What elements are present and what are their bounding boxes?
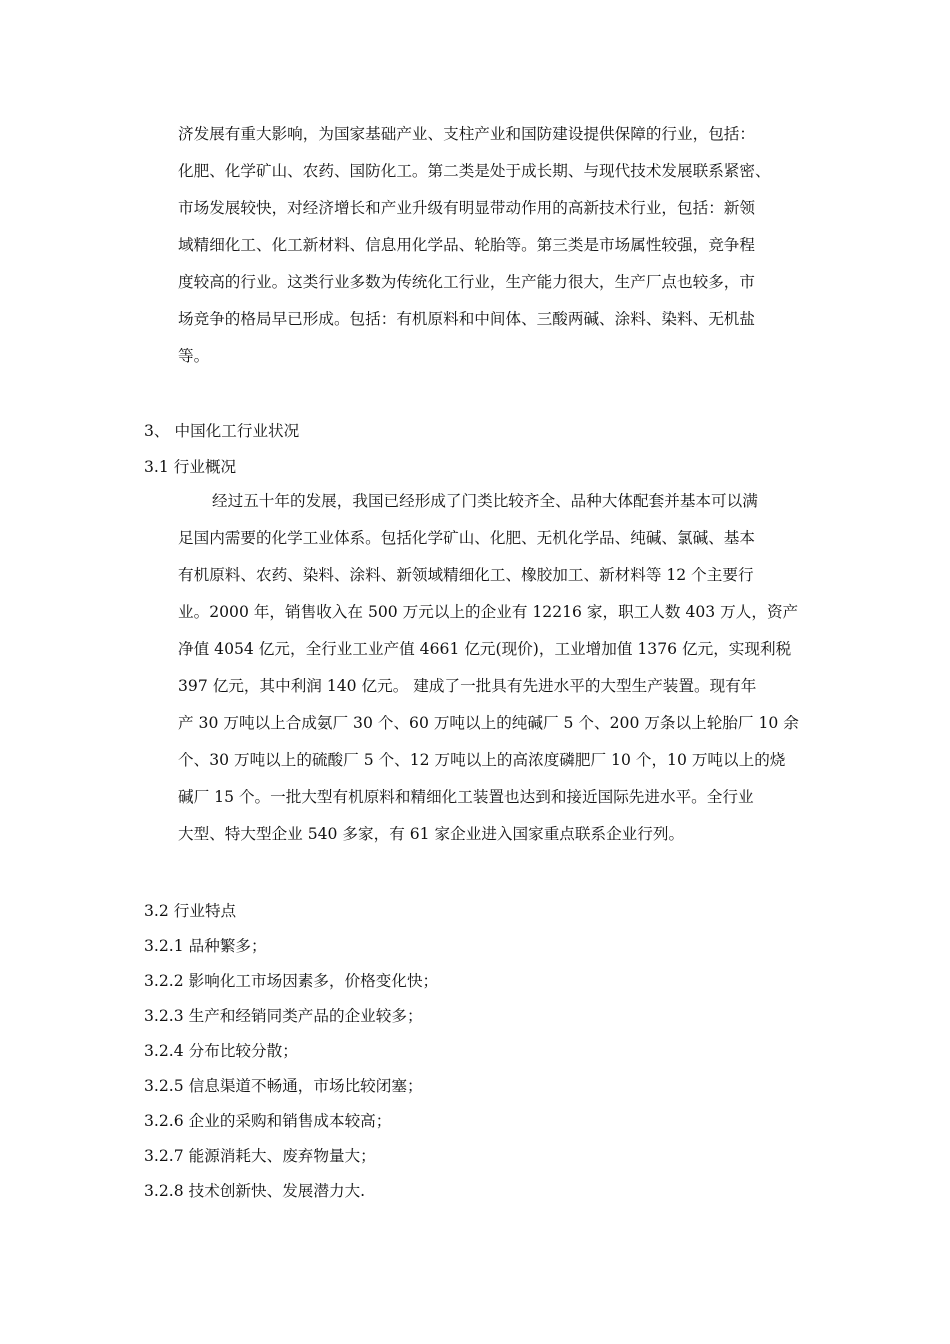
intro-line: 域精细化工、化工新材料、信息用化学品、轮胎等。第三类是市场属性较强，竞争程: [178, 236, 755, 254]
list-item: 3.2.6 企业的采购和销售成本较高；: [144, 1112, 392, 1130]
body-line: 碱厂 15 个。一批大型有机原料和精细化工装置也达到和接近国际先进水平。全行业: [178, 788, 754, 806]
body-line: 产 30 万吨以上合成氨厂 30 个、60 万吨以上的纯碱厂 5 个、200 万条以上轮胎厂 10 余: [178, 714, 799, 732]
body-line: 有机原料、农药、染料、涂料、新领域精细化工、橡胶加工、新材料等 12 个主要行: [178, 566, 754, 584]
list-item: 3.2.3 生产和经销同类产品的企业较多；: [144, 1007, 423, 1025]
body-line: 个、30 万吨以上的硫酸厂 5 个、12 万吨以上的高浓度磷肥厂 10 个，10 万吨以上的烧: [178, 751, 786, 769]
list-item: 3.2.7 能源消耗大、废弃物量大；: [144, 1147, 376, 1165]
body-line: 净值 4054 亿元，全行业工业产值 4661 亿元(现价)，工业增加值 1376 亿元，实现利税: [178, 640, 792, 658]
body-line: 业。2000 年，销售收入在 500 万元以上的企业有 12216 家，职工人数 403 万人，资产: [178, 603, 799, 621]
list-item: 3.2.8 技术创新快、发展潜力大.: [144, 1182, 366, 1200]
body-line: 397 亿元，其中利润 140 亿元。 建成了一批具有先进水平的大型生产装置。现有年: [178, 677, 757, 695]
intro-line: 等。: [178, 347, 210, 365]
list-item: 3.2.2 影响化工市场因素多，价格变化快；: [144, 972, 439, 990]
section-heading: 3、 中国化工行业状况: [144, 422, 300, 440]
intro-line: 场竞争的格局早已形成。包括：有机原料和中间体、三酸两碱、涂料、染料、无机盐: [178, 310, 755, 328]
list-item: 3.2.5 信息渠道不畅通，市场比较闭塞；: [144, 1077, 423, 1095]
intro-line: 度较高的行业。这类行业多数为传统化工行业，生产能力很大，生产厂点也较多，市: [178, 273, 755, 291]
subsection-heading: 3.1 行业概况: [144, 458, 237, 476]
list-item: 3.2.1 品种繁多；: [144, 937, 267, 955]
intro-line: 济发展有重大影响，为国家基础产业、支柱产业和国防建设提供保障的行业，包括：: [178, 125, 755, 143]
body-line: 大型、特大型企业 540 多家，有 61 家企业进入国家重点联系企业行列。: [178, 825, 685, 843]
list-item: 3.2.4 分布比较分散；: [144, 1042, 298, 1060]
intro-line: 化肥、化学矿山、农药、国防化工。第二类是处于成长期、与现代技术发展联系紧密、: [178, 162, 771, 180]
intro-line: 市场发展较快，对经济增长和产业升级有明显带动作用的高新技术行业，包括：新领: [178, 199, 755, 217]
body-line: 经过五十年的发展，我国已经形成了门类比较齐全、品种大体配套并基本可以满: [212, 492, 758, 510]
subsection-heading: 3.2 行业特点: [144, 902, 237, 920]
body-line: 足国内需要的化学工业体系。包括化学矿山、化肥、无机化学品、纯碱、氯碱、基本: [178, 529, 755, 547]
